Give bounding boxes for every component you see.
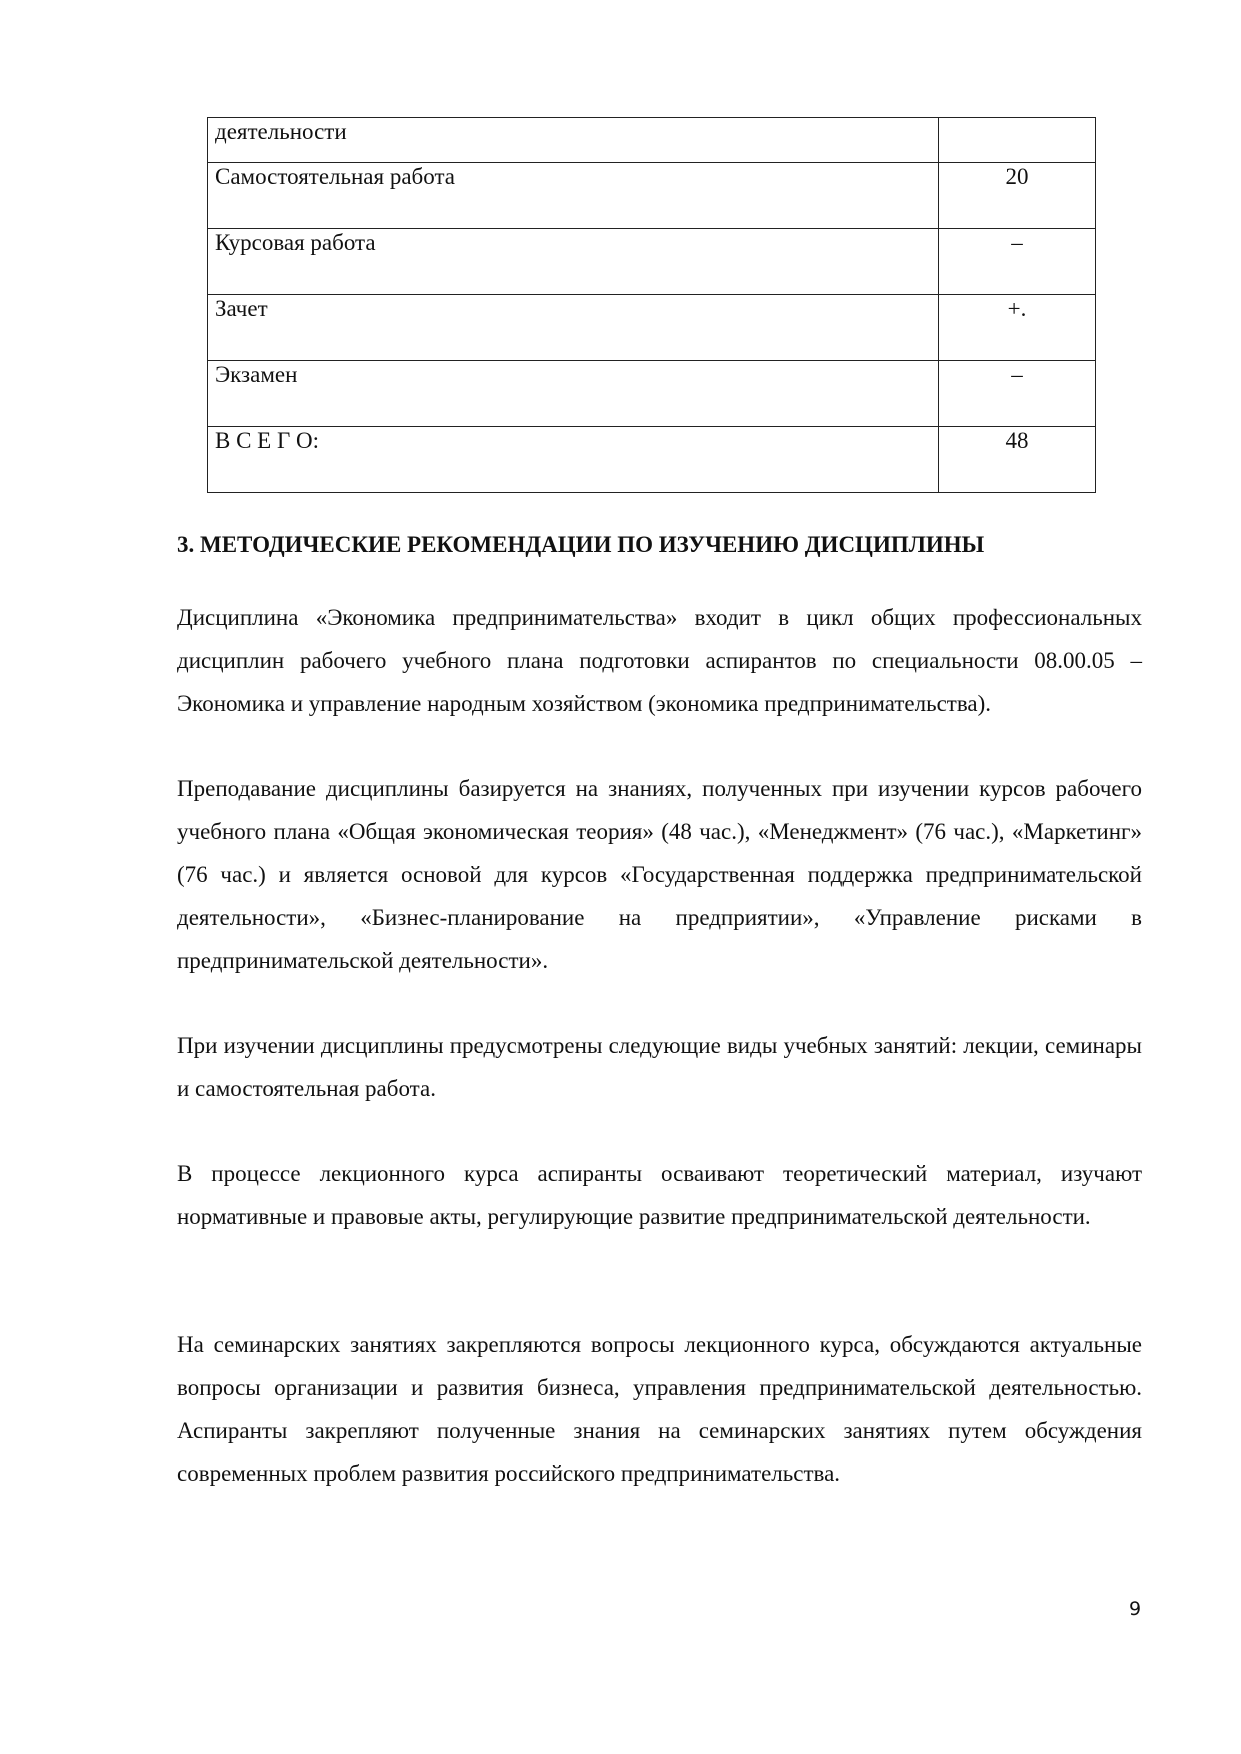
table-cell-value: 48 bbox=[939, 427, 1096, 493]
table-cell-name: Экзамен bbox=[208, 361, 939, 427]
page-number: 9 bbox=[1129, 1598, 1142, 1620]
table-cell-name: Курсовая работа bbox=[208, 229, 939, 295]
table-cell-value: 20 bbox=[939, 163, 1096, 229]
table-cell-name: В С Е Г О: bbox=[208, 427, 939, 493]
table-cell-value: – bbox=[939, 361, 1096, 427]
paragraph: При изучении дисциплины предусмотрены следующие виды учебных занятий: лекции, семинары и самостоятельная работа. bbox=[177, 1033, 1142, 1101]
table-cell-name: Самостоятельная работа bbox=[208, 163, 939, 229]
table-cell-name: деятельности bbox=[208, 118, 939, 163]
paragraph: На семинарских занятиях закрепляются вопросы лекционного курса, обсуждаются актуальные вопросы организации и развития бизнеса, управления предпринимательской деятельностью. Аспиранты закрепляют полученные знания на семинарских занятиях путем обсуждения современных проблем развития российского предпринимательства. bbox=[177, 1332, 1142, 1486]
table-cell-value bbox=[939, 118, 1096, 163]
table-cell-value: – bbox=[939, 229, 1096, 295]
table-row bbox=[208, 229, 1096, 295]
paragraph: В процессе лекционного курса аспиранты осваивают теоретический материал, изучают нормативные и правовые акты, регулирующие развитие предпринимательской деятельности. bbox=[177, 1161, 1142, 1229]
paragraph: Преподавание дисциплины базируется на знаниях, полученных при изучении курсов рабочего учебного плана «Общая экономическая теория» (48 час.), «Менеджмент» (76 час.), «Маркетинг» (76 час.) и является основой для курсов «Государственная поддержка предпринимательской деятельности», «Бизнес-планирование на предприятии», «Управление рисками в предпринимательской деятельности». bbox=[177, 776, 1142, 973]
section-heading: 3. МЕТОДИЧЕСКИЕ РЕКОМЕНДАЦИИ ПО ИЗУЧЕНИЮ ДИСЦИПЛИНЫ bbox=[177, 532, 985, 557]
paragraph: Дисциплина «Экономика предпринимательства» входит в цикл общих профессиональных дисциплин рабочего учебного плана подготовки аспирантов по специальности 08.00.05 – Экономика и управление народным хозяйством (экономика предпринимательства). bbox=[177, 605, 1142, 716]
table-row-total bbox=[208, 427, 1096, 493]
table-cell-name: Зачет bbox=[208, 295, 939, 361]
table-row bbox=[208, 118, 1096, 163]
table-row bbox=[208, 295, 1096, 361]
hours-table bbox=[207, 117, 1096, 493]
table-cell-value: +. bbox=[939, 295, 1096, 361]
table-row bbox=[208, 163, 1096, 229]
table-row bbox=[208, 361, 1096, 427]
